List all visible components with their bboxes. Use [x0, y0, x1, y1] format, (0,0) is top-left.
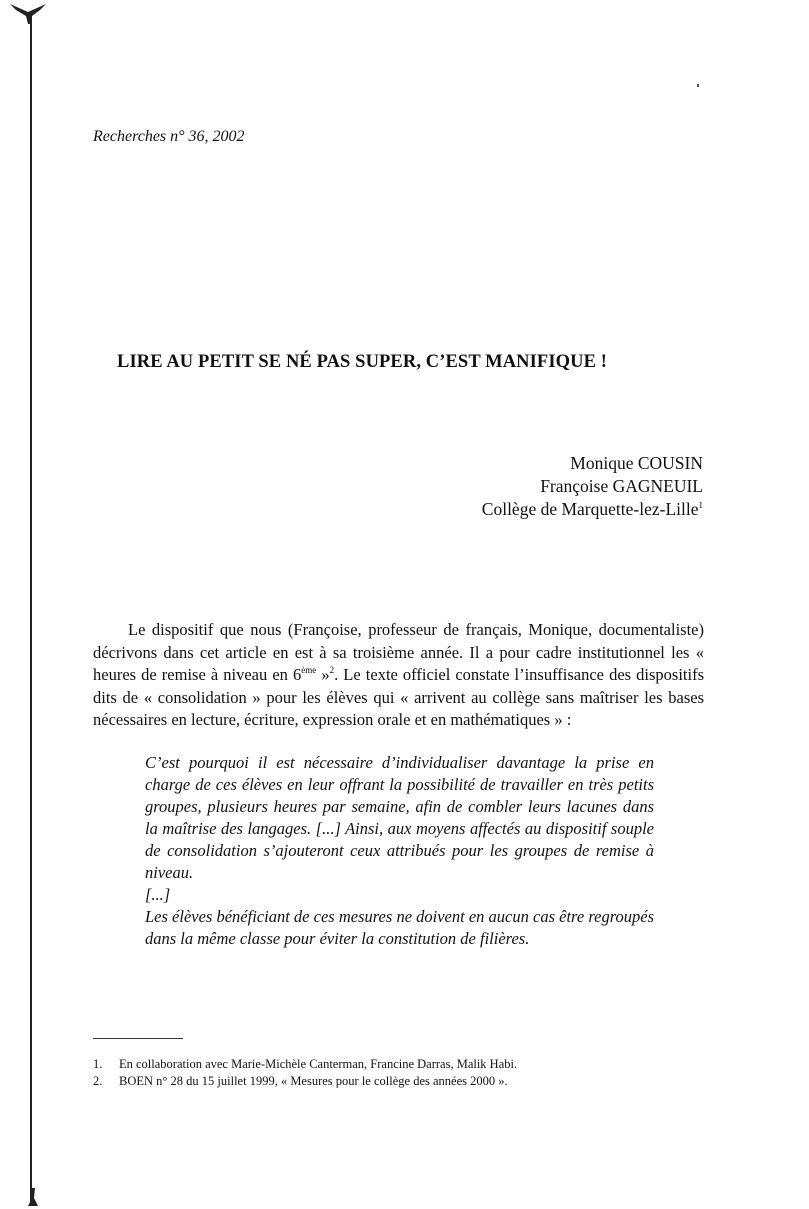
paragraph-text: Le dispositif que nous (Françoise, professeur de français, Monique, documentaliste) décrivons dans cet article en est à sa troisième année. Il a pour cadre institutionnel les « heures de remise à niveau en 6 [93, 620, 704, 684]
footnote-marker[interactable]: 2 [329, 665, 335, 675]
footnote-number: 2. [93, 1074, 103, 1088]
affiliation-text: Collège de Marquette-lez-Lille [481, 499, 699, 519]
binding-mark-top [10, 2, 48, 24]
block-quote [145, 752, 654, 950]
author-block [482, 452, 703, 521]
quote-paragraph: C’est pourquoi il est nécessaire d’individualiser davantage la prise en charge de ces élèves en leur offrant la possibilité de travailler en très petits groupes, plusieurs heures par semaine, afin de combler leurs lacunes dans la maîtrise des langages. [...] Ainsi, aux moyens affectés au dispositif souple de consolidation s’ajouteront ceux attribués pour les groupes de remise à niveau. [145, 753, 654, 882]
footnotes [93, 1056, 693, 1090]
binding-mark-bottom [26, 1188, 40, 1206]
journal-reference: Recherches n° 36, 2002 [93, 128, 245, 145]
paragraph-text: . Le texte officiel constate l’insuffisance des dispositifs dits de « consolidation » pour les élèves qui « arrivent au collège sans maîtriser les bases nécessaires en lecture, écriture, expression orale et en mathématiques » : [93, 665, 705, 729]
footnote [93, 1073, 693, 1090]
article-title: LIRE AU PETIT SE NÉ PAS SUPER, C’EST MANIFIQUE ! [117, 352, 608, 372]
footnote-marker[interactable]: 1 [698, 500, 703, 510]
footnote-text: En collaboration avec Marie-Michèle Canterman, Francine Darras, Malik Habi. [119, 1057, 518, 1071]
footnote-text: BOEN n° 28 du 15 juillet 1999, « Mesures pour le collège des années 2000 ». [119, 1074, 508, 1088]
author-name: Françoise GAGNEUIL [540, 476, 703, 496]
quote-ellipsis: [...] [145, 885, 171, 904]
ordinal-superscript: ème [301, 665, 317, 675]
quote-paragraph: Les élèves bénéficiant de ces mesures ne doivent en aucun cas être regroupés dans la même classe pour éviter la constitution de filières. [145, 907, 654, 948]
footnote [93, 1056, 693, 1073]
footnote-separator [93, 1038, 183, 1039]
author-affiliation [482, 498, 703, 521]
paragraph-text: » [316, 665, 330, 684]
binding-edge-line [30, 14, 32, 1202]
footnote-number: 1. [93, 1057, 103, 1071]
scan-speck [697, 84, 699, 87]
body-paragraph [93, 619, 704, 732]
author-name: Monique COUSIN [570, 453, 703, 473]
